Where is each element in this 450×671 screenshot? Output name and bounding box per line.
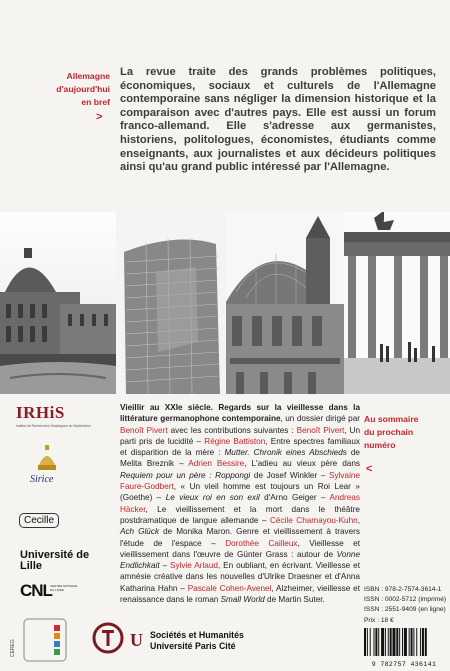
next-issue-line: numéro xyxy=(364,440,396,450)
publisher-line: Sociétés et Humanités xyxy=(150,630,244,640)
summary-text: de Josef Winkler – xyxy=(250,470,330,480)
publisher-line: Université Paris Cité xyxy=(150,641,236,651)
barcode-bar xyxy=(413,628,414,656)
summary-text: – xyxy=(159,561,170,571)
photo-brandenburg-gate xyxy=(344,212,450,394)
summary-text: , En oubliant, en écrivant. Vieillesse et amnésie créative dans les nouvelles d'Ulrike Draesner et d'Anna Katharina Hahn – xyxy=(120,561,360,593)
barcode-digits: 9 782757 436141 xyxy=(371,661,437,668)
work-title: Ach Glück xyxy=(120,527,160,537)
barcode-bar xyxy=(404,628,407,656)
work-title: Vonne Endlichkait xyxy=(120,549,360,571)
issn-online: ISSN : 2551-9409 (en ligne) xyxy=(364,606,446,614)
barcode-bar xyxy=(402,628,403,656)
sirice-dome-icon xyxy=(36,445,58,471)
author-name: Adrien Bessire xyxy=(188,459,245,469)
author-name: Benoît Pivert xyxy=(296,425,345,435)
cnl-logo: CNL xyxy=(20,581,52,600)
sirice-logo: Sirice xyxy=(30,474,54,485)
aside-title-line: Allemagne xyxy=(66,71,110,81)
aside-arrow-icon: > xyxy=(96,111,103,123)
summary-text: , xyxy=(357,515,360,525)
author-name: Cécile Chamayou-Kuhn xyxy=(270,515,358,525)
summary-text: , L'adieu au vieux père dans xyxy=(244,459,360,469)
barcode-bar xyxy=(381,628,384,656)
next-issue-line: Au sommaire xyxy=(364,414,419,424)
cereg-logo-icon xyxy=(22,617,68,663)
photo-museum-dome xyxy=(0,212,116,394)
author-name: Dorothée Cailleux xyxy=(225,538,298,548)
irhis-logo: IRHiS xyxy=(16,403,65,422)
barcode-bar xyxy=(422,628,424,656)
issn-print: ISSN : 0002-5712 (imprimé) xyxy=(364,596,447,604)
aside-title xyxy=(40,70,110,109)
isbn: ISBN : 978-2-7574-3614-1 xyxy=(364,586,442,593)
cecille-logo: Cecille xyxy=(19,513,59,528)
dossier-title: Vieillir au XXIe siècle. Regards sur la vieillesse dans la littérature germanophone contemporaine xyxy=(120,403,360,424)
barcode-bar xyxy=(396,628,398,656)
summary-text: d'Arno Geiger – xyxy=(259,493,330,503)
photo-glass-tower xyxy=(116,212,226,394)
work-title: Requiem pour un père : Roppongi xyxy=(120,470,251,480)
intro-paragraph: La revue traite des grands problèmes politiques, économiques, sociaux et culturels de l'Allemagne contemporaine sans négliger la dimension historique et la comparaison avec d'autres pays. Elle est aussi un forum franco-allemand. Elle s'adresse aux germanistes, historiens, politologues, économistes, étudiants comme enseignants, aux journalistes et aux décideurs politiques ainsi qu'au grand public intéressé par l'Allemagne. xyxy=(120,66,436,174)
summary-text: de Melita Breznik – xyxy=(120,448,360,469)
barcode-bar xyxy=(393,628,396,656)
summary-text: avec les contributions suivantes : xyxy=(167,425,297,435)
ct-logo-icon xyxy=(92,620,124,656)
barcode-bar xyxy=(399,628,400,656)
next-issue-title xyxy=(364,413,444,452)
aside-title-line: en bref xyxy=(81,97,110,107)
summary-text: , un dossier dirigé par xyxy=(280,414,360,424)
publisher-name xyxy=(150,630,244,652)
isbn-block xyxy=(364,585,450,626)
photo-reichstag xyxy=(226,212,344,394)
cnl-logo-caption: CENTRE NATIONAL DU LIVRE xyxy=(50,584,78,592)
barcode-bar xyxy=(374,628,375,656)
photo-strip xyxy=(0,212,450,394)
work-title: Le vieux roi en son exil xyxy=(165,493,260,503)
barcode-bar xyxy=(420,628,421,656)
irhis-logo-caption: Institut de Recherches Historiques du Septentrion xyxy=(16,424,91,428)
work-title: Mutter. Chronik eines Abschieds xyxy=(224,448,347,458)
summary-text: de Martin Suter. xyxy=(264,595,325,605)
barcode-bar xyxy=(367,628,368,656)
aside-title-line: d'aujourd'hui xyxy=(56,84,110,94)
barcode-bar xyxy=(364,628,366,656)
next-issue-line: du prochain xyxy=(364,427,414,437)
author-name: Pascale Cohen-Avenel xyxy=(187,583,272,593)
universite-de-lille-logo: Université de Lille xyxy=(20,549,90,572)
cereg-logo-label: CEREG xyxy=(10,639,16,657)
publisher-logo-mark: U xyxy=(130,630,143,650)
barcode-bar xyxy=(390,628,392,656)
summary-text: , Alzheimer, vieillesse et renaissance dans le roman xyxy=(120,583,360,605)
author-name: Régine Battiston xyxy=(204,436,266,446)
summary-text: de Monika Maron. Genre et vieillissement à travers l'étude de l'espace – xyxy=(120,527,361,548)
summary-text: , Entre spectres familiaux et disparition de la mère : xyxy=(120,436,360,458)
barcode-bar xyxy=(425,628,427,656)
author-name: Sylvie Arlaud xyxy=(169,561,218,571)
price: Prix : 18 € xyxy=(364,616,394,624)
barcode-bar xyxy=(378,628,379,656)
summary-text: , Vieillesse et vieillissement dans l'œuvre de Günter Grass : autour de xyxy=(120,538,360,559)
author-name: Benoît Pivert xyxy=(120,425,168,435)
barcode-bar xyxy=(375,628,377,656)
work-title: Small World xyxy=(220,595,265,605)
barcode-bar xyxy=(385,628,386,656)
summary-text: , Un parti pris de lucidité – xyxy=(120,425,361,446)
barcode-bar xyxy=(388,628,389,656)
dossier-summary xyxy=(120,402,360,605)
barcode-bars xyxy=(362,628,446,656)
barcode-bar xyxy=(416,628,417,656)
next-issue-arrow-icon: < xyxy=(366,463,373,475)
barcode-bar xyxy=(370,628,371,656)
barcode-bar xyxy=(409,628,410,656)
barcode xyxy=(362,628,446,668)
author-name: Sylvaine Faure-Godbert xyxy=(120,470,360,492)
summary-text: , Le vieillissement et la mort dans le théâtre postdramatique de langue allemande – xyxy=(120,504,360,525)
summary-text: , « Un vieil homme est toujours un Roi Lear » (Goethe) – xyxy=(120,482,360,503)
barcode-bar xyxy=(411,628,413,656)
author-name: Andreas Häcker xyxy=(120,493,360,514)
